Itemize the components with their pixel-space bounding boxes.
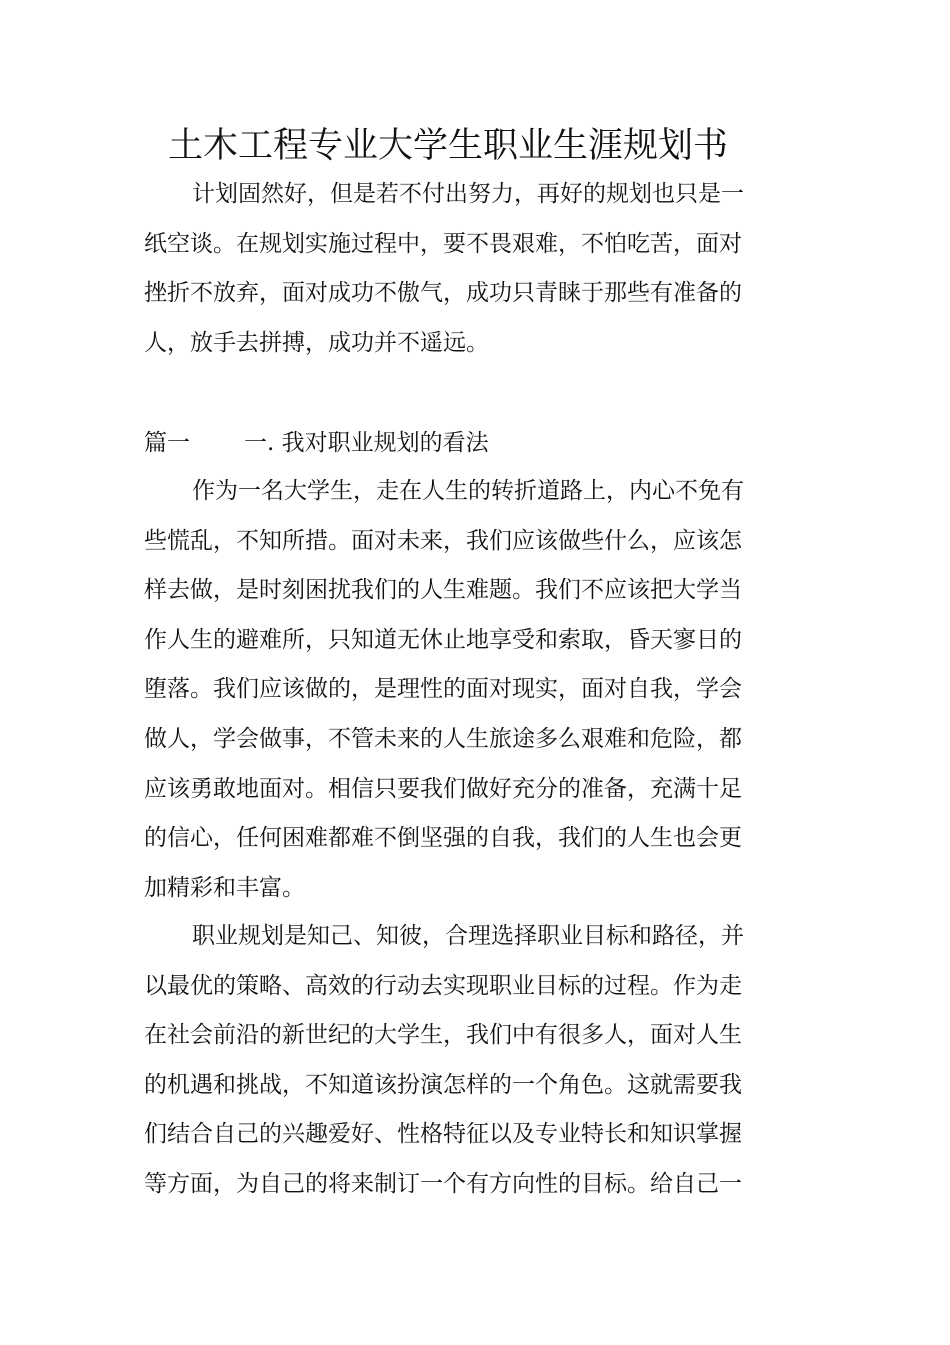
text-line: 的信心，任何困难都难不倒坚强的自我，我们的人生也会更 [144,825,742,852]
text-line: 应该勇敢地面对。相信只要我们做好充分的准备，充满十足 [144,775,742,802]
text-line: 等方面，为自己的将来制订一个有方向性的目标。给自己一 [144,1170,742,1197]
body-paragraph-2 [144,912,744,1210]
text-line: 在社会前沿的新世纪的大学生，我们中有很多人，面对人生 [144,1022,742,1049]
section-title: 一. 我对职业规划的看法 [244,430,489,456]
text-line: 加精彩和丰富。 [144,874,305,901]
text-line: 职业规划是知己、知彼，合理选择职业目标和路径，并 [192,923,744,949]
text-line: 计划固然好，但是若不付出努力，再好的规划也只是一 [192,181,744,207]
text-line: 挫折不放弃，面对成功不傲气，成功只青睐于那些有准备的 [144,280,742,307]
text-line: 堕落。我们应该做的，是理性的面对现实，面对自我，学会 [144,676,742,703]
text-line: 的机遇和挑战，不知道该扮演怎样的一个角色。这就需要我 [144,1071,742,1098]
text-line: 作为一名大学生，走在人生的转折道路上，内心不免有 [192,478,744,504]
intro-paragraph [144,170,744,368]
text-line: 做人，学会做事，不管未来的人生旅途多么艰难和危险，都 [144,725,742,752]
text-line: 人，放手去拼搏，成功并不遥远。 [144,329,489,356]
section-label: 篇一 [144,430,190,456]
text-line: 些慌乱，不知所措。面对未来，我们应该做些什么，应该怎 [144,527,742,554]
document-title: 土木工程专业大学生职业生涯规划书 [168,126,729,166]
section-heading [144,419,489,469]
body-paragraph-1 [144,467,744,913]
text-line: 以最优的策略、高效的行动去实现职业目标的过程。作为走 [144,972,742,999]
text-line: 们结合自己的兴趣爱好、性格特征以及专业特长和知识掌握 [144,1121,742,1148]
text-line: 作人生的避难所，只知道无休止地享受和索取，昏天寥日的 [144,626,742,653]
text-line: 样去做，是时刻困扰我们的人生难题。我们不应该把大学当 [144,577,742,604]
text-line: 纸空谈。在规划实施过程中，要不畏艰难，不怕吃苦，面对 [144,230,742,257]
